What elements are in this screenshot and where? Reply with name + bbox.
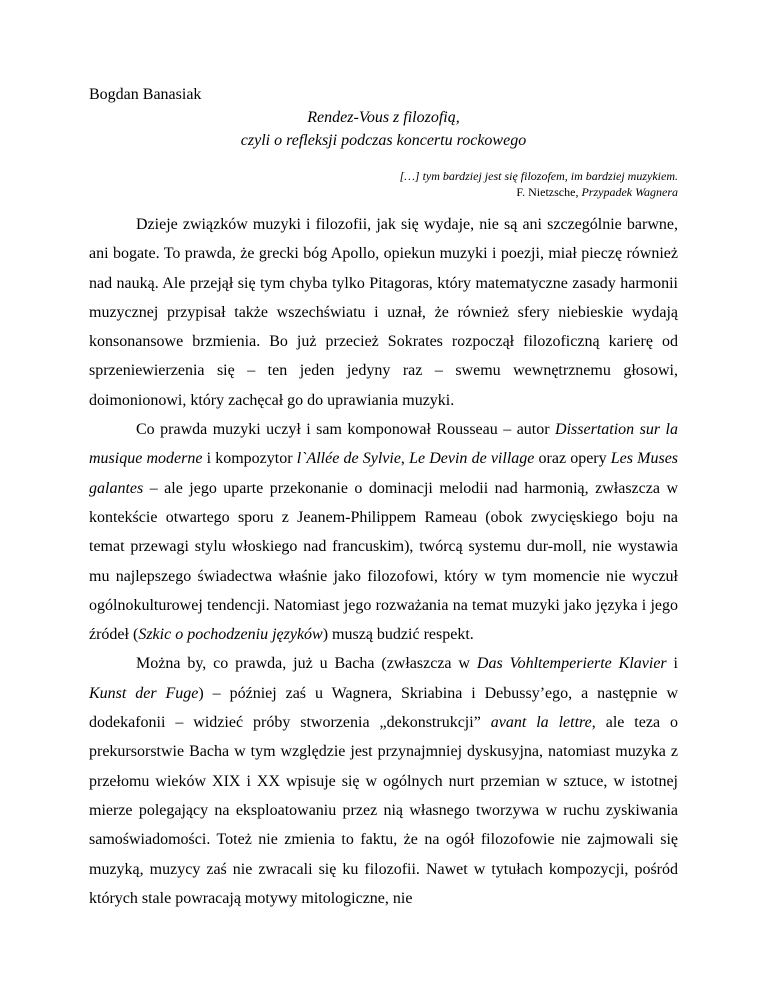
paragraph-3 bbox=[89, 649, 678, 913]
p3-italic-2: Kunst der Fuge bbox=[89, 684, 199, 702]
author-name: Bogdan Banasiak bbox=[89, 86, 202, 103]
p3-italic-1: Das Vohltemperierte Klavier bbox=[476, 655, 667, 673]
p2-text-4: oraz opery bbox=[534, 450, 611, 468]
epigraph-work: Przypadek Wagnera bbox=[581, 185, 678, 199]
p2-text-5: – ale jego uparte przekonanie o dominacji melodii nad harmonią, zwłaszcza w kontekście otwartego sporu z Jeanem-Philippem Rameau (obok zwycięskiego boju na temat przewagi stylu włoskiego nad francuskim), twórcą systemu dur-moll, nie wystawia mu najlepszego świadectwa właśnie jako filozofowi, który w tym momencie nie wyczuł ogólnokulturowej tendencji. Natomiast jego rozważania na temat muzyki jako języka i jego źródeł ( bbox=[89, 479, 678, 644]
p3-text-3: ) – później zaś u Wagnera, Skriabina i Debussy’ego, a następnie w dodekafonii – widzieć próby stworzenia „dekonstrukcji” bbox=[89, 684, 678, 732]
p2-text-1: Co prawda muzyki uczył i sam komponował Rousseau – autor bbox=[136, 421, 556, 439]
epigraph bbox=[89, 168, 678, 200]
document-page bbox=[89, 84, 678, 913]
p3-italic-3: avant la lettre bbox=[490, 714, 592, 732]
p2-italic-4: Les Muses galantes bbox=[89, 450, 679, 497]
epigraph-author: F. Nietzsche, bbox=[516, 185, 582, 199]
paragraph-2 bbox=[89, 415, 678, 649]
p2-italic-3: Le Devin de village bbox=[409, 450, 535, 468]
epigraph-attribution bbox=[89, 184, 678, 200]
epigraph-quote: […] tym bardziej jest się filozofem, im bardziej muzykiem. bbox=[399, 169, 678, 183]
p2-text-6: ) muszą budzić respekt. bbox=[322, 626, 474, 644]
p2-italic-2: l`Allée de Sylvie bbox=[296, 450, 401, 468]
paragraph-1: Dzieje związków muzyki i filozofii, jak się wydaje, nie są ani szczególnie barwne, ani bogate. To prawda, że grecki bóg Apollo, opiekun muzyki i poezji, miał pieczę również nad nauką. Ale przejął się tym chyba tylko Pitagoras, który matematyczne zasady harmonii muzycznej przypisał także wszechświatu i uznał, że również sfery niebieskie wydają konsonansowe brzmienia. Bo już przecież Sokrates rozpoczął filozoficzną karierę od sprzeniewierzenia się – ten jeden jedyny raz – swemu wewnętrznemu głosowi, doimonionowi, który zachęcał go do uprawiania muzyki. bbox=[89, 216, 678, 409]
p2-italic-5: Szkic o pochodzeniu języków bbox=[138, 626, 323, 644]
p3-text-4: , ale teza o prekursorstwie Bacha w tym względzie jest przynajmniej dyskusyjna, natomiast muzyka z przełomu wieków XIX i XX wpisuje się w ogólnych nurt przemian w sztuce, w istotnej mierze polegający na eksploatowaniu przez nią własnego tworzywa w ruchu zyskiwania samoświadomości. Toteż nie zmienia to faktu, że na ogół filozofowie nie zajmowali się muzyką, muzycy zaś nie zwracali się ku filozofii. Nawet w tytułach kompozycji, pośród których stale powracają motywy mitologiczne, nie bbox=[89, 714, 678, 907]
p2-text-2: i kompozytor bbox=[202, 450, 297, 468]
title-line-1: Rendez-Vous z filozofią, bbox=[307, 109, 460, 126]
p2-italic-1: Dissertation sur la musique moderne bbox=[89, 421, 678, 468]
p2-text-3: , bbox=[400, 450, 410, 468]
p3-text-2: i bbox=[666, 655, 678, 673]
title-line-2: czyli o refleksji podczas koncertu rockowego bbox=[240, 132, 527, 149]
p3-text-1: Można by, co prawda, już u Bacha (zwłaszcza w bbox=[136, 655, 477, 673]
